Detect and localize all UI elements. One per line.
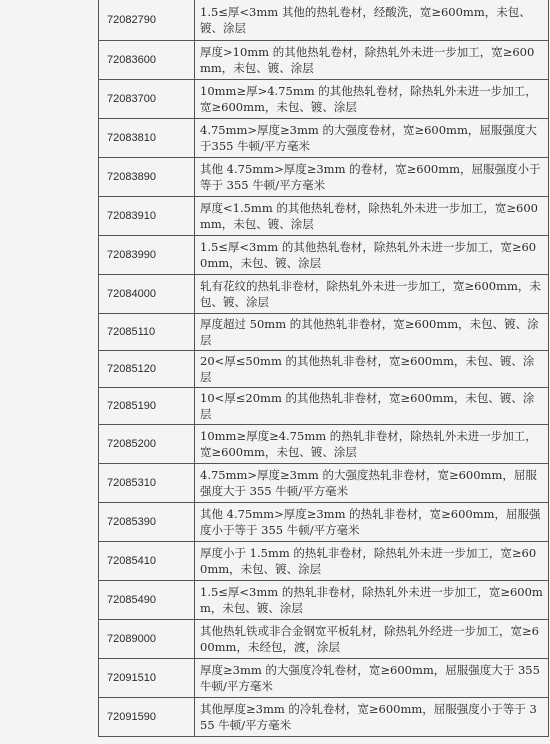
description-cell: 其他热轧铁或非合金钢宽平板轧材，除热轧外经进一步加工，宽≥600mm，未经包，渡，涂层 (195, 620, 549, 659)
table-row (99, 581, 549, 620)
description-cell: 轧有花纹的热轧非卷材，除热轧外未进一步加工，宽≥600mm，未包、镀、涂层 (195, 275, 549, 314)
table-row (99, 41, 549, 80)
hs-code-cell: 72085490 (99, 581, 195, 620)
hs-code-cell: 72085200 (99, 425, 195, 464)
hs-code-cell: 72085410 (99, 542, 195, 581)
description-cell: 厚度≥3mm 的大强度冷轧卷材，宽≥600mm，屈服强度大于 355 牛顿/平方毫米 (195, 659, 549, 698)
table-row (99, 620, 549, 659)
hs-code-cell: 72091590 (99, 698, 195, 737)
description-cell: 厚度小于 1.5mm 的热轧非卷材，除热轧外未进一步加工，宽≥600mm，未包、镀、涂层 (195, 542, 549, 581)
description-cell: 其他厚度≥3mm 的冷轧卷材，宽≥600mm，屈服强度小于等于 355 牛顿/平方毫米 (195, 698, 549, 737)
tariff-code-table (98, 0, 549, 737)
description-cell: 4.75mm>厚度≥3mm 的大强度热轧非卷材，宽≥600mm，屈服强度大于 355 牛顿/平方毫米 (195, 464, 549, 503)
table-row (99, 119, 549, 158)
hs-code-cell: 72083890 (99, 158, 195, 197)
table-row (99, 542, 549, 581)
table-row (99, 197, 549, 236)
hs-code-cell: 72091510 (99, 659, 195, 698)
description-cell: 10mm≥厚度≥4.75mm 的热轧非卷材，除热轧外未进一步加工，宽≥600mm，未包、镀、涂层 (195, 425, 549, 464)
table-row (99, 698, 549, 737)
hs-code-cell: 72083910 (99, 197, 195, 236)
table-row (99, 158, 549, 197)
description-cell: 厚度>10mm 的其他热轧卷材，除热轧外未进一步加工，宽≥600mm，未包、镀、涂层 (195, 41, 549, 80)
description-cell: 厚度超过 50mm 的其他热轧非卷材，宽≥600mm，未包、镀、涂层 (195, 314, 549, 351)
hs-code-cell: 72085310 (99, 464, 195, 503)
hs-code-cell: 72085390 (99, 503, 195, 542)
table-row (99, 236, 549, 275)
description-cell: 1.5≤厚<3mm 其他的热轧卷材，经酸洗，宽≥600mm，未包、镀、涂层 (195, 0, 549, 41)
table-row (99, 314, 549, 351)
table-row (99, 464, 549, 503)
table-row (99, 275, 549, 314)
table-row (99, 425, 549, 464)
hs-code-cell: 72085120 (99, 351, 195, 388)
description-cell: 其他 4.75mm>厚度≥3mm 的热轧非卷材，宽≥600mm，屈服强度小于等于 355 牛顿/平方毫米 (195, 503, 549, 542)
hs-code-cell: 72085110 (99, 314, 195, 351)
hs-code-cell: 72083810 (99, 119, 195, 158)
hs-code-cell: 72083700 (99, 80, 195, 119)
table-row (99, 388, 549, 425)
hs-code-cell: 72083600 (99, 41, 195, 80)
table-row (99, 351, 549, 388)
description-cell: 10mm≥厚>4.75mm 的其他热轧卷材，除热轧外未进一步加工，宽≥600mm，未包、镀、涂层 (195, 80, 549, 119)
table-row (99, 659, 549, 698)
table-row (99, 0, 549, 41)
hs-code-cell: 72082790 (99, 0, 195, 41)
description-cell: 其他 4.75mm>厚度≥3mm 的卷材，宽≥600mm，屈服强度小于等于 355 牛顿/平方毫米 (195, 158, 549, 197)
description-cell: 1.5≤厚<3mm 的其他热轧卷材，除热轧外未进一步加工，宽≥600mm，未包、镀、涂层 (195, 236, 549, 275)
description-cell: 10<厚≤20mm 的其他热轧非卷材，宽≥600mm，未包、镀、涂层 (195, 388, 549, 425)
hs-code-cell: 72089000 (99, 620, 195, 659)
table-row (99, 80, 549, 119)
description-cell: 厚度<1.5mm 的其他热轧卷材，除热轧外未进一步加工，宽≥600mm，未包、镀、涂层 (195, 197, 549, 236)
hs-code-cell: 72083990 (99, 236, 195, 275)
table-row (99, 503, 549, 542)
hs-code-cell: 72085190 (99, 388, 195, 425)
hs-code-cell: 72084000 (99, 275, 195, 314)
description-cell: 4.75mm>厚度≥3mm 的大强度卷材，宽≥600mm，屈服强度大于355 牛顿/平方毫米 (195, 119, 549, 158)
description-cell: 1.5≤厚<3mm 的热轧非卷材，除热轧外未进一步加工，宽≥600mm，未包、镀、涂层 (195, 581, 549, 620)
description-cell: 20<厚≤50mm 的其他热轧非卷材，宽≥600mm，未包、镀、涂层 (195, 351, 549, 388)
